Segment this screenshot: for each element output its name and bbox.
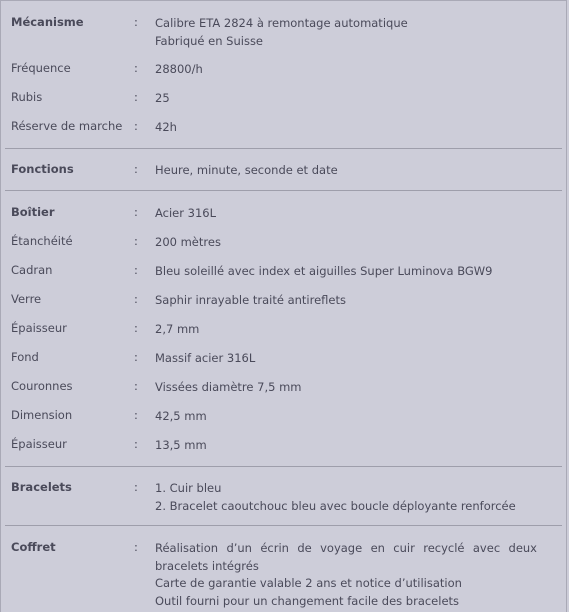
spec-label: Fréquence <box>11 61 71 75</box>
spec-label: Épaisseur <box>11 437 67 451</box>
spec-value-line: Acier 316L <box>155 206 216 220</box>
spec-value <box>155 234 555 252</box>
spec-colon: : <box>134 15 138 29</box>
section-divider <box>5 148 562 149</box>
spec-value <box>155 263 555 281</box>
spec-value <box>155 480 555 515</box>
spec-value-line: 2. Bracelet caoutchouc bleu avec boucle déployante renforcée <box>155 498 516 513</box>
spec-value-line: Fabriqué en Suisse <box>155 33 264 48</box>
spec-label: Dimension <box>11 408 73 422</box>
spec-value-line: Bleu soleillé avec index et aiguilles Super Luminova BGW9 <box>155 264 493 278</box>
spec-colon: : <box>134 321 138 335</box>
spec-value <box>155 379 555 397</box>
spec-label: Verre <box>11 292 42 306</box>
spec-colon: : <box>134 540 138 554</box>
section-divider <box>5 190 562 191</box>
spec-colon: : <box>134 408 138 422</box>
spec-label: Couronnes <box>11 379 73 393</box>
spec-colon: : <box>134 480 138 494</box>
spec-value-line: Carte de garantie valable 2 ans et notice d’utilisation <box>155 576 462 590</box>
spec-value-line: 42,5 mm <box>155 409 207 423</box>
spec-colon: : <box>134 350 138 364</box>
spec-value-line: 42h <box>155 120 177 134</box>
spec-value-line: 13,5 mm <box>155 438 207 452</box>
spec-value <box>155 321 555 339</box>
spec-label: Réserve de marche <box>11 119 123 133</box>
spec-value <box>155 90 555 108</box>
spec-label: Fond <box>11 350 39 364</box>
spec-value <box>155 61 555 79</box>
spec-value <box>155 540 555 610</box>
spec-value <box>155 119 555 137</box>
spec-value-line: Calibre ETA 2824 à remontage automatique <box>155 16 408 30</box>
spec-value <box>155 205 555 223</box>
spec-value-line: Massif acier 316L <box>155 351 256 365</box>
spec-label: Épaisseur <box>11 321 67 335</box>
spec-value-line: Outil fourni pour un changement facile des bracelets <box>155 593 460 608</box>
spec-value-line: 25 <box>155 91 170 105</box>
spec-label: Bracelets <box>11 480 72 494</box>
spec-value-line: Saphir inrayable traité antireflets <box>155 293 346 307</box>
spec-colon: : <box>134 61 138 75</box>
spec-label: Étanchéité <box>11 234 73 248</box>
spec-value-line: 1. Cuir bleu <box>155 481 222 495</box>
spec-value-line: 28800/h <box>155 62 203 76</box>
spec-label: Cadran <box>11 263 53 277</box>
spec-value <box>155 408 555 426</box>
spec-value-line: 2,7 mm <box>155 322 200 336</box>
spec-value-line: Heure, minute, seconde et date <box>155 163 338 177</box>
spec-value <box>155 15 555 50</box>
spec-colon: : <box>134 162 138 176</box>
spec-label: Coffret <box>11 540 56 554</box>
spec-value <box>155 162 555 180</box>
spec-colon: : <box>134 90 138 104</box>
spec-label: Rubis <box>11 90 43 104</box>
spec-label: Boîtier <box>11 205 55 219</box>
spec-value <box>155 437 555 455</box>
spec-value <box>155 350 555 368</box>
spec-value-line: 200 mètres <box>155 235 221 249</box>
spec-value <box>155 292 555 310</box>
spec-colon: : <box>134 437 138 451</box>
spec-label: Fonctions <box>11 162 74 176</box>
spec-colon: : <box>134 119 138 133</box>
spec-colon: : <box>134 379 138 393</box>
spec-colon: : <box>134 292 138 306</box>
spec-colon: : <box>134 205 138 219</box>
section-divider <box>5 525 562 526</box>
spec-label: Mécanisme <box>11 15 84 29</box>
spec-colon: : <box>134 234 138 248</box>
section-divider <box>5 466 562 467</box>
spec-value-line: Réalisation d’un écrin de voyage en cuir recyclé avec deux bracelets intégrés <box>155 541 537 573</box>
spec-colon: : <box>134 263 138 277</box>
spec-value-line: Vissées diamètre 7,5 mm <box>155 380 302 394</box>
